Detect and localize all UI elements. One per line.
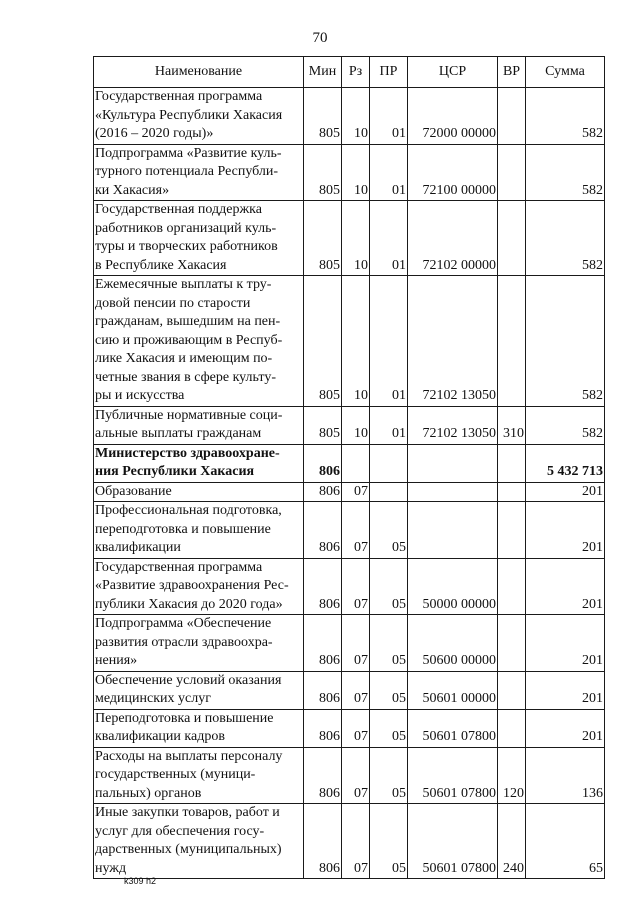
cell-min: 806	[304, 482, 342, 502]
cell-rz: 07	[342, 615, 370, 672]
row-name-line: дарственных (муниципальных)	[95, 842, 282, 857]
table-row	[94, 201, 605, 276]
row-name	[94, 201, 304, 276]
table-row	[94, 558, 605, 615]
cell-csr: 50601 00000	[408, 671, 498, 709]
cell-pr: 01	[370, 88, 408, 145]
budget-table	[93, 56, 605, 879]
cell-rz: 10	[342, 276, 370, 407]
row-name-line: «Культура Республики Хакасия	[95, 107, 283, 123]
table-row	[94, 709, 605, 747]
cell-csr: 72102 13050	[408, 406, 498, 444]
table-row	[94, 482, 605, 502]
column-header-name: Наименование	[94, 57, 304, 88]
row-name-line: медицинских услуг	[95, 691, 211, 706]
row-name-line: альные выплаты гражданам	[95, 426, 262, 441]
cell-rz: 07	[342, 671, 370, 709]
row-name-line: турного потенциала Республи-	[95, 164, 279, 179]
cell-csr	[408, 444, 498, 482]
row-name-line: (2016 – 2020 годы)»	[95, 126, 214, 141]
column-header-vr: ВР	[498, 57, 526, 88]
row-name-line: развития отрасли здравоохра-	[95, 634, 273, 650]
table-row	[94, 444, 605, 482]
row-name-line: Профессиональная подготовка,	[95, 503, 282, 518]
row-name-line: государственных (муници-	[95, 767, 256, 782]
row-name	[94, 558, 304, 615]
row-name-line: Подпрограмма «Обеспечение	[95, 616, 272, 631]
row-name-line: сию и проживающим в Респуб-	[95, 332, 283, 348]
row-name-line: Подпрограмма «Развитие куль-	[95, 145, 282, 161]
table-row	[94, 276, 605, 407]
page-number: 70	[312, 30, 328, 46]
cell-rz: 07	[342, 747, 370, 804]
row-name-line: гражданам, вышедшим на пен-	[95, 314, 281, 329]
cell-pr: 05	[370, 804, 408, 879]
cell-pr: 05	[370, 558, 408, 615]
table-body	[94, 88, 605, 879]
cell-min: 806	[304, 804, 342, 879]
cell-min: 805	[304, 144, 342, 201]
cell-min: 806	[304, 502, 342, 559]
row-name-line: Расходы на выплаты персоналу	[95, 748, 283, 764]
row-name	[94, 444, 304, 482]
row-name	[94, 502, 304, 559]
cell-min: 806	[304, 747, 342, 804]
row-name-line: ния Республики Хакасия	[95, 464, 255, 479]
table-row	[94, 144, 605, 201]
cell-pr: 05	[370, 671, 408, 709]
table-row	[94, 804, 605, 879]
cell-sum: 136	[526, 747, 605, 804]
cell-min: 806	[304, 444, 342, 482]
cell-sum: 582	[526, 201, 605, 276]
cell-vr	[498, 276, 526, 407]
cell-pr	[370, 444, 408, 482]
row-name-line: публики Хакасия до 2020 года»	[95, 596, 283, 612]
row-name-line: Переподготовка и повышение	[95, 710, 274, 726]
cell-min: 805	[304, 276, 342, 407]
cell-sum: 201	[526, 615, 605, 672]
cell-rz: 10	[342, 406, 370, 444]
table-row	[94, 615, 605, 672]
row-name-line: пальных) органов	[95, 785, 202, 801]
footer-code: k309 h2	[124, 876, 157, 886]
row-name	[94, 671, 304, 709]
table-row	[94, 747, 605, 804]
cell-csr: 50601 07800	[408, 804, 498, 879]
column-header-sum: Сумма	[526, 57, 605, 88]
cell-rz: 07	[342, 482, 370, 502]
cell-sum: 201	[526, 558, 605, 615]
cell-vr	[498, 144, 526, 201]
cell-min: 805	[304, 88, 342, 145]
row-name-line: нужд	[95, 860, 127, 876]
cell-sum: 201	[526, 482, 605, 502]
row-name-line: Ежемесячные выплаты к тру-	[95, 277, 272, 292]
table-row	[94, 671, 605, 709]
cell-csr: 50600 00000	[408, 615, 498, 672]
row-name-line: в Республике Хакасия	[95, 257, 227, 273]
row-name-line: услуг для обеспечения госу-	[95, 823, 265, 839]
row-name-line: работников организаций куль-	[95, 220, 277, 236]
row-name-line: Иные закупки товаров, работ и	[95, 805, 280, 820]
row-name-line: переподготовка и повышение	[95, 521, 271, 537]
row-name	[94, 804, 304, 879]
cell-vr	[498, 671, 526, 709]
cell-min: 806	[304, 709, 342, 747]
cell-csr	[408, 502, 498, 559]
cell-csr: 72102 13050	[408, 276, 498, 407]
cell-rz: 07	[342, 558, 370, 615]
row-name	[94, 144, 304, 201]
cell-sum: 582	[526, 276, 605, 407]
column-header-csr: ЦСР	[408, 57, 498, 88]
cell-sum: 582	[526, 88, 605, 145]
cell-min: 805	[304, 406, 342, 444]
cell-vr: 240	[498, 804, 526, 879]
row-name-line: Публичные нормативные соци-	[95, 407, 283, 423]
row-name-line: «Развитие здравоохранения Рес-	[95, 578, 289, 593]
cell-pr: 01	[370, 144, 408, 201]
cell-pr: 05	[370, 709, 408, 747]
row-name-line: квалификации	[95, 540, 181, 555]
cell-vr	[498, 615, 526, 672]
row-name-line: лике Хакасия и имеющим по-	[95, 351, 273, 366]
cell-rz: 07	[342, 502, 370, 559]
cell-min: 806	[304, 615, 342, 672]
row-name-line: четные звания в сфере культу-	[95, 369, 276, 385]
cell-csr: 50601 07800	[408, 747, 498, 804]
cell-vr: 120	[498, 747, 526, 804]
table-row	[94, 406, 605, 444]
cell-vr	[498, 482, 526, 502]
cell-vr	[498, 444, 526, 482]
row-name	[94, 88, 304, 145]
column-header-min: Мин	[304, 57, 342, 88]
row-name-line: ки Хакасия»	[95, 182, 170, 198]
cell-pr: 01	[370, 201, 408, 276]
row-name	[94, 747, 304, 804]
cell-csr	[408, 482, 498, 502]
cell-pr: 05	[370, 747, 408, 804]
cell-csr: 72100 00000	[408, 144, 498, 201]
row-name-line: Образование	[95, 483, 172, 499]
cell-sum: 582	[526, 144, 605, 201]
cell-sum: 65	[526, 804, 605, 879]
column-header-rz: Рз	[342, 57, 370, 88]
table-row	[94, 88, 605, 145]
cell-vr	[498, 201, 526, 276]
cell-sum: 5 432 713	[526, 444, 605, 482]
header-row	[94, 57, 605, 88]
cell-pr: 01	[370, 276, 408, 407]
row-name-line: туры и творческих работников	[95, 239, 278, 254]
cell-sum: 201	[526, 709, 605, 747]
cell-pr: 01	[370, 406, 408, 444]
cell-sum: 201	[526, 671, 605, 709]
row-name-line: нения»	[95, 653, 138, 668]
cell-pr	[370, 482, 408, 502]
cell-csr: 50601 07800	[408, 709, 498, 747]
cell-vr	[498, 709, 526, 747]
cell-sum: 201	[526, 502, 605, 559]
row-name	[94, 406, 304, 444]
row-name-line: квалификации кадров	[95, 729, 225, 744]
column-header-pr: ПР	[370, 57, 408, 88]
cell-min: 805	[304, 201, 342, 276]
cell-vr	[498, 502, 526, 559]
cell-min: 806	[304, 671, 342, 709]
row-name-line: довой пенсии по старости	[95, 295, 251, 311]
table-row	[94, 502, 605, 559]
cell-vr	[498, 88, 526, 145]
cell-csr: 72000 00000	[408, 88, 498, 145]
row-name	[94, 482, 304, 502]
cell-csr: 50000 00000	[408, 558, 498, 615]
row-name-line: Министерство здравоохране-	[95, 445, 280, 461]
cell-rz: 10	[342, 144, 370, 201]
cell-rz	[342, 444, 370, 482]
cell-pr: 05	[370, 502, 408, 559]
row-name-line: Государственная поддержка	[95, 202, 262, 217]
row-name-line: Обеспечение условий оказания	[95, 672, 282, 688]
cell-rz: 07	[342, 804, 370, 879]
cell-vr	[498, 558, 526, 615]
row-name	[94, 709, 304, 747]
row-name	[94, 615, 304, 672]
cell-csr: 72102 00000	[408, 201, 498, 276]
cell-rz: 10	[342, 88, 370, 145]
cell-vr: 310	[498, 406, 526, 444]
cell-min: 806	[304, 558, 342, 615]
row-name-line: Государственная программа	[95, 89, 263, 104]
cell-rz: 07	[342, 709, 370, 747]
cell-pr: 05	[370, 615, 408, 672]
row-name-line: ры и искусства	[95, 388, 185, 403]
cell-sum: 582	[526, 406, 605, 444]
row-name	[94, 276, 304, 407]
row-name-line: Государственная программа	[95, 559, 263, 575]
cell-rz: 10	[342, 201, 370, 276]
